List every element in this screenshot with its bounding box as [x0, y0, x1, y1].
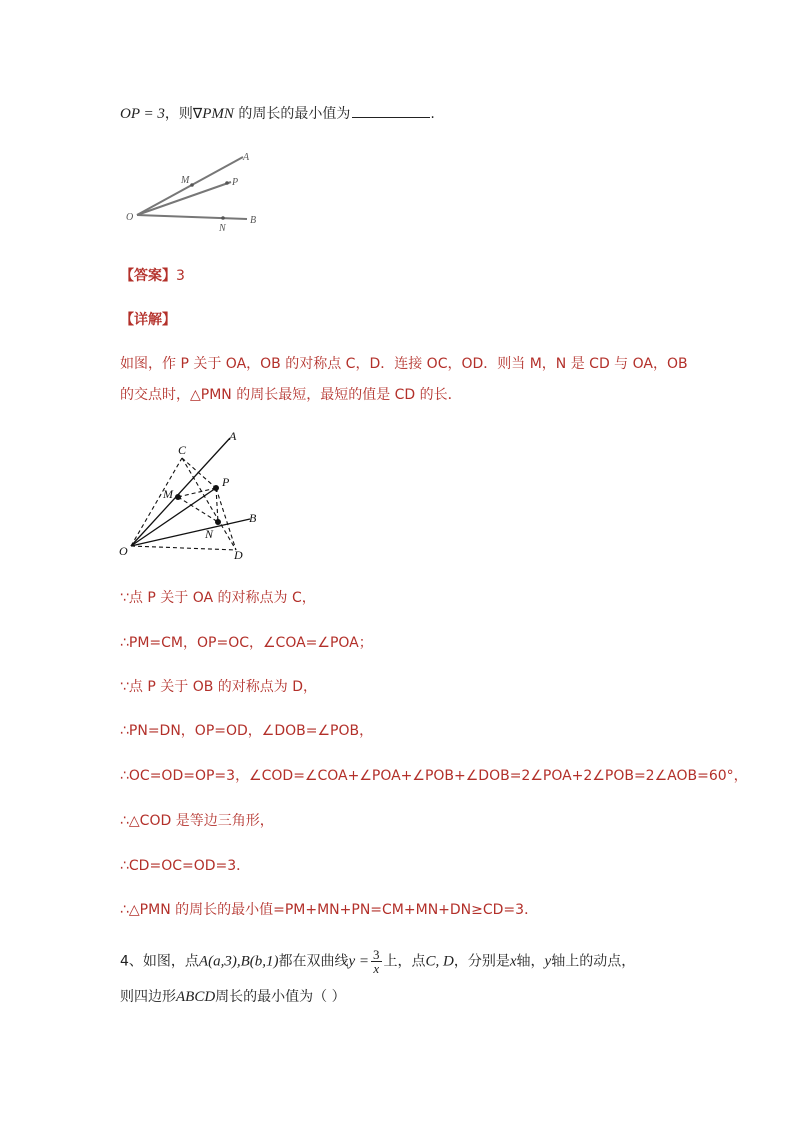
segment-pd	[216, 488, 236, 550]
step-6: ∴△COD 是等边三角形，	[120, 813, 274, 829]
question-text: ，则∇	[164, 106, 203, 122]
q4-mid: 都在双曲线	[278, 953, 349, 970]
line-ob	[131, 519, 250, 546]
op-equation: OP = 3	[120, 106, 165, 122]
label-n: N	[205, 527, 214, 541]
q4-fraction	[371, 948, 382, 975]
q4-sep: ,	[236, 953, 241, 970]
line-op	[131, 488, 216, 546]
point-p	[225, 181, 229, 185]
ray-oa	[137, 157, 243, 215]
step-3: ∵点 P 关于 OB 的对称点为 D，	[120, 679, 318, 695]
segment-oc	[131, 458, 182, 546]
question-4-line-2	[120, 987, 346, 1007]
ray-op	[137, 182, 231, 215]
label-o: O	[126, 212, 134, 223]
segment-pn	[216, 488, 218, 522]
step-2: ∴PM=CM，OP=OC，∠COA=∠POA；	[120, 635, 373, 651]
answer-value: 3	[176, 268, 185, 284]
label-c: C	[178, 443, 187, 457]
segment-od	[131, 546, 236, 550]
q4-line2-prefix: 则四边形	[120, 989, 176, 1005]
q4-y-axis: 轴上的动点，	[551, 953, 636, 970]
label-n: N	[219, 223, 226, 234]
answer-blank	[352, 103, 430, 118]
segment-cp	[182, 458, 216, 488]
step-7: ∴CD=OC=OD=3．	[120, 858, 251, 874]
q4-line2-suffix: 周长的最小值为（ ）	[215, 989, 346, 1005]
point-n	[215, 519, 221, 525]
question-end: .	[430, 106, 435, 122]
label-m: M	[181, 175, 190, 186]
step-1: ∵点 P 关于 OA 的对称点为 C，	[120, 590, 316, 606]
q4-on: 上，点	[383, 953, 426, 970]
q4-are: ，分别是	[453, 953, 510, 970]
label-p: P	[232, 177, 239, 188]
q4-prefix: 4、如图，点	[120, 953, 199, 970]
point-m	[175, 494, 181, 500]
step-8: ∴△PMN 的周长的最小值=PM+MN+PN=CM+MN+DN≥CD=3．	[120, 902, 539, 918]
ray-ob	[137, 215, 247, 219]
label-m: M	[163, 487, 173, 501]
label-b: B	[250, 215, 257, 226]
question-4-line-1	[120, 948, 635, 975]
figure-2	[110, 425, 280, 565]
label-p: P	[222, 475, 230, 489]
answer-label: 【答案】	[120, 268, 176, 284]
point-m	[190, 183, 194, 187]
label-a: A	[229, 429, 237, 443]
label-o: O	[119, 544, 128, 558]
q4-frac-num: 3	[373, 947, 380, 962]
q4-y-var: y	[544, 953, 552, 970]
q4-point-b: B(b,1)	[240, 953, 279, 970]
label-a: A	[243, 152, 250, 163]
answer-line	[120, 266, 185, 286]
q4-point-a: A(a,3)	[198, 953, 237, 970]
q4-y-eq: y =	[348, 953, 370, 970]
q4-x-axis: 轴，	[516, 953, 545, 970]
detail-heading: 【详解】	[120, 312, 176, 328]
point-p	[213, 485, 219, 491]
q4-cd: C, D	[425, 953, 454, 970]
step-4: ∴PN=DN，OP=OD，∠DOB=∠POB，	[120, 723, 374, 739]
q4-frac-den: x	[373, 961, 380, 976]
figure-1	[115, 145, 275, 240]
question-tail	[120, 103, 435, 124]
step-5: ∴OC=OD=OP=3，∠COD=∠COA+∠POA+∠POB+∠DOB=2∠POA+2∠POB=2∠AOB=60°，	[120, 768, 748, 784]
question-text-2: 的周长的最小值为	[233, 106, 351, 122]
explain-line-2: 的交点时，△PMN 的周长最短，最短的值是 CD 的长．	[120, 387, 462, 403]
label-d: D	[234, 548, 243, 562]
point-n	[221, 216, 225, 220]
explain-line-1: 如图，作 P 关于 OA，OB 的对称点 C，D．连接 OC，OD．则当 M，N 是 CD 与 OA，OB	[120, 356, 688, 372]
q4-x-var: x	[509, 953, 517, 970]
triangle-name: PMN	[202, 106, 234, 122]
q4-abcd: ABCD	[176, 989, 216, 1005]
label-b: B	[249, 511, 257, 525]
